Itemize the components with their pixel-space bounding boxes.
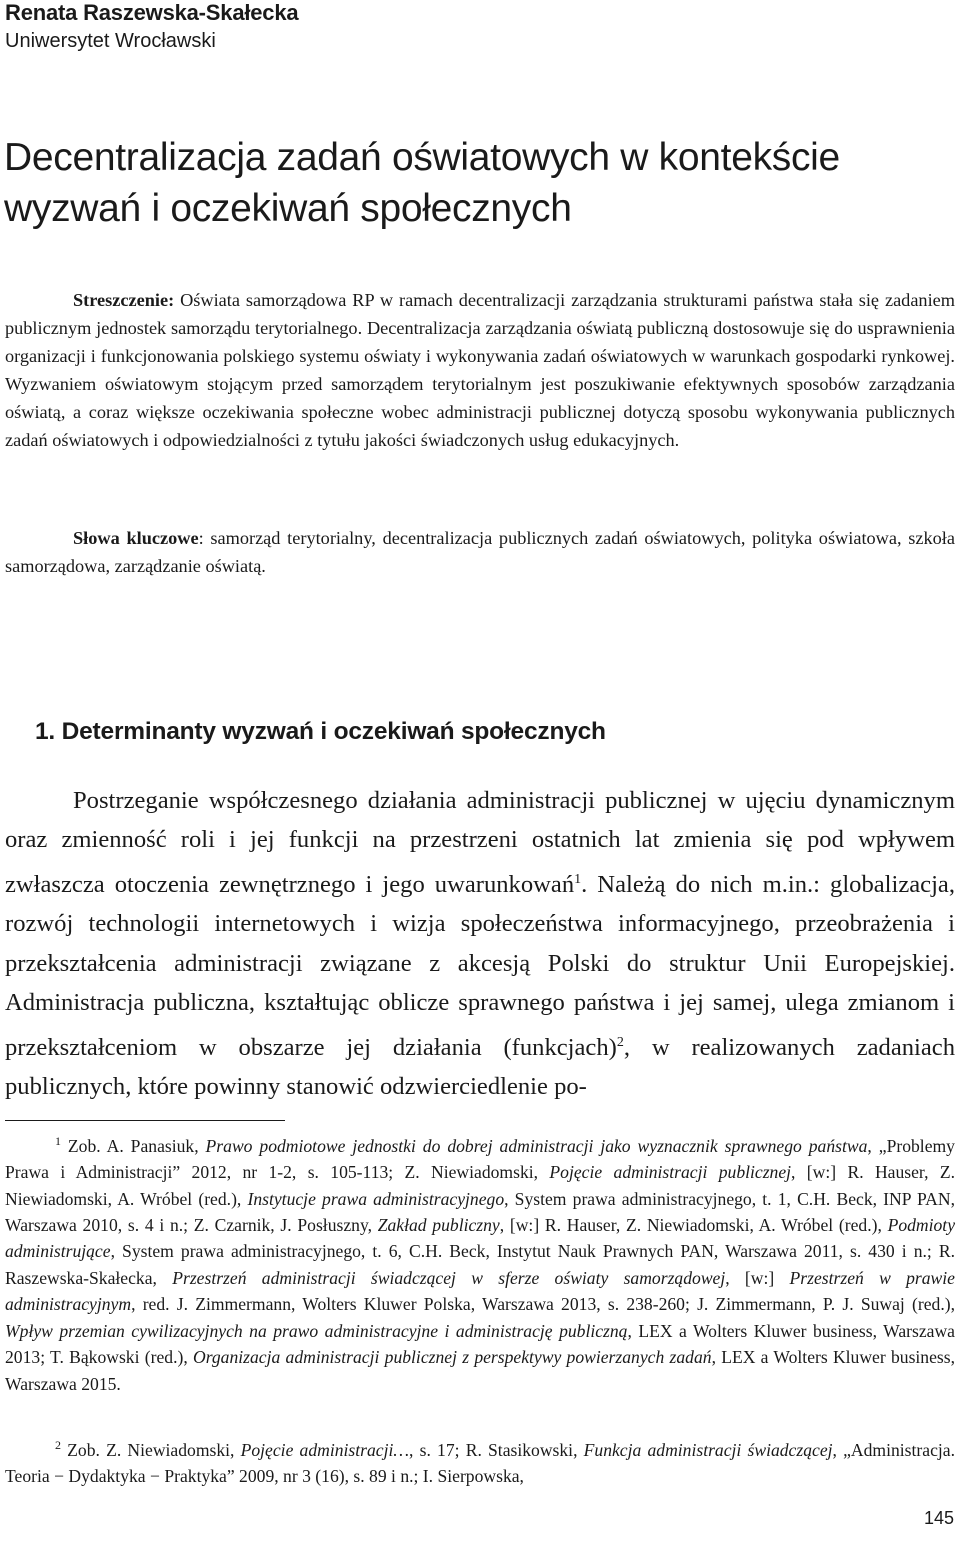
abstract bbox=[5, 286, 955, 454]
author-name: Renata Raszewska-Skałecka bbox=[5, 0, 299, 25]
keywords-label: Słowa kluczowe bbox=[73, 528, 199, 548]
footnote-text: , [w:] R. Hauser, Z. Niewiadomski, A. Wróbel (red.), bbox=[5, 1162, 955, 1209]
body-paragraph bbox=[5, 781, 955, 1107]
footnote-text: , „Problemy Prawa i Administracji” 2012, nr 1-2, s. 105-113; Z. Niewiadomski, bbox=[5, 1135, 955, 1183]
footnote-text: , LEX a Wolters Kluwer business, Warszawa 2013; T. Bąkowski (red.), bbox=[5, 1320, 955, 1368]
footnote-text: Zob. A. Panasiuk, bbox=[61, 1135, 206, 1156]
abstract-label: Streszczenie: bbox=[73, 290, 175, 310]
footnote-text: , red. J. Zimmermann, Wolters Kluwer Polska, Warszawa 2013, s. 238-260; J. Zimmermann, P. J. Suwaj (red.), bbox=[131, 1294, 955, 1315]
footnote-italic-title: Funkcja administracji świadczącej bbox=[583, 1439, 833, 1460]
footnote-text: , [w:] bbox=[725, 1267, 790, 1288]
section-heading: 1. Determinanty wyzwań i oczekiwań społecznych bbox=[35, 718, 606, 745]
title-line-2: wyzwań i oczekiwań społecznych bbox=[4, 187, 572, 230]
footnote-text: , [w:] R. Hauser, Z. Niewiadomski, A. Wróbel (red.), bbox=[499, 1215, 888, 1236]
footnote-italic-title: Prawo podmiotowe jednostki do dobrej administracji jako wyznacznik sprawnego państwa bbox=[205, 1135, 868, 1156]
footnote-italic-title: Podmioty administrujące bbox=[5, 1215, 956, 1262]
footnote-number: 2 bbox=[55, 1438, 61, 1452]
footnote-separator bbox=[5, 1120, 285, 1121]
page-number: 145 bbox=[924, 1508, 955, 1528]
body-text-3: , w realizowanych zadaniach publicznych, które powinny stanowić odzwierciedlenie po- bbox=[5, 1033, 955, 1101]
footnote-italic-title: Wpływ przemian cywilizacyjnych na prawo administracyjne i administrację publiczną bbox=[5, 1320, 628, 1341]
title-line-1: Decentralizacja zadań oświatowych w kontekście bbox=[4, 136, 840, 179]
footnote-ref-1[interactable]: 1 bbox=[574, 871, 582, 887]
footnote-ref-2[interactable]: 2 bbox=[616, 1034, 624, 1050]
footnote-2 bbox=[5, 1432, 955, 1490]
abstract-text: Oświata samorządowa RP w ramach decentralizacji zarządzania strukturami państwa stała się zadaniem publicznym jednostek samorządu terytorialnego. Decentralizacja zarządzania oświatą publiczną dostosowuje się do usprawnienia organizacji i funkcjonowania polskiego systemu oświaty i wykonywania zadań oświatowych w warunkach gospodarki rynkowej. Wyzwaniem oświatowym stojącym przed samorządem terytorialnym jest poszukiwanie efektywnych sposobów zarządzania oświatą, a coraz większe oczekiwania społeczne wobec administracji publicznej dotyczą sposobu wykonywania publicznych zadań oświatowych i odpowiedzialności z tytułu jakości świadczonych usług edukacyjnych. bbox=[5, 290, 955, 450]
footnote-text: Zob. Z. Niewiadomski, bbox=[61, 1439, 241, 1460]
footnote-text: , System prawa administracyjnego, t. 6, C.H. Beck, Instytut Nauk Prawnych PAN, Warszawa 2011, s. 430 i n.; R. Raszewska-Skałecka, bbox=[5, 1241, 955, 1288]
body-text-2: . Należą do nich m.in.: globalizacja, rozwój technologii internetowych i wizja społeczeństwa informacyjnego, przeobrażenia i przekształcenia administracji związane z akcesją Polski do struktur Unii Europejskiej. Administracja publiczna, kształtując oblicze sprawnego państwa i jej samej, ulega zmianom i przekształceniom w obszarze jej działania (funkcjach) bbox=[5, 871, 955, 1061]
keywords bbox=[5, 524, 955, 580]
footnote-italic-title: Przestrzeń w prawie administracyjnym bbox=[5, 1267, 955, 1315]
footnote-italic-title: Zakład publiczny bbox=[377, 1215, 500, 1236]
footnote-italic-title: Przestrzeń administracji świadczącej w sferze oświaty samorządowej bbox=[172, 1267, 726, 1288]
footnote-number: 1 bbox=[55, 1134, 61, 1148]
article-title bbox=[4, 132, 954, 234]
footnote-text: , s. 17; R. Stasikowski, bbox=[409, 1439, 584, 1460]
footnote-italic-title: Organizacja administracji publicznej z perspektywy powierzanych zadań bbox=[192, 1347, 712, 1368]
footnote-text: , System prawa administracyjnego, t. 1, C.H. Beck, INP PAN, Warszawa 2010, s. 4 i n.; Z. Czarnik, J. Posłuszny, bbox=[5, 1188, 955, 1236]
body-text-1: Postrzeganie współczesnego działania administracji publicznej w ujęciu dynamicznym oraz zmienność roli i jej funkcji na przestrzeni ostatnich lat zmienia się pod wpływem zwłaszcza otoczenia zewnętrznego i jego uwarunkowań bbox=[5, 787, 955, 898]
footnote-italic-title: Instytucje prawa administracyjnego bbox=[247, 1188, 505, 1209]
footnote-text: , „Administracja. Teoria − Dydaktyka − Praktyka” 2009, nr 3 (16), s. 89 i n.; I. Sierpowska, bbox=[5, 1439, 955, 1487]
footnote-italic-title: Pojęcie administracji… bbox=[240, 1439, 410, 1460]
footnote-1 bbox=[5, 1128, 955, 1397]
keywords-text: : samorząd terytorialny, decentralizacja publicznych zadań oświatowych, polityka oświatowa, szkoła samorządowa, zarządzanie oświatą. bbox=[5, 528, 955, 576]
footnote-italic-title: Pojęcie administracji publicznej bbox=[549, 1162, 792, 1183]
footnote-text: , LEX a Wolters Kluwer business, Warszawa 2015. bbox=[5, 1347, 956, 1394]
author-affiliation: Uniwersytet Wrocławski bbox=[5, 30, 216, 52]
